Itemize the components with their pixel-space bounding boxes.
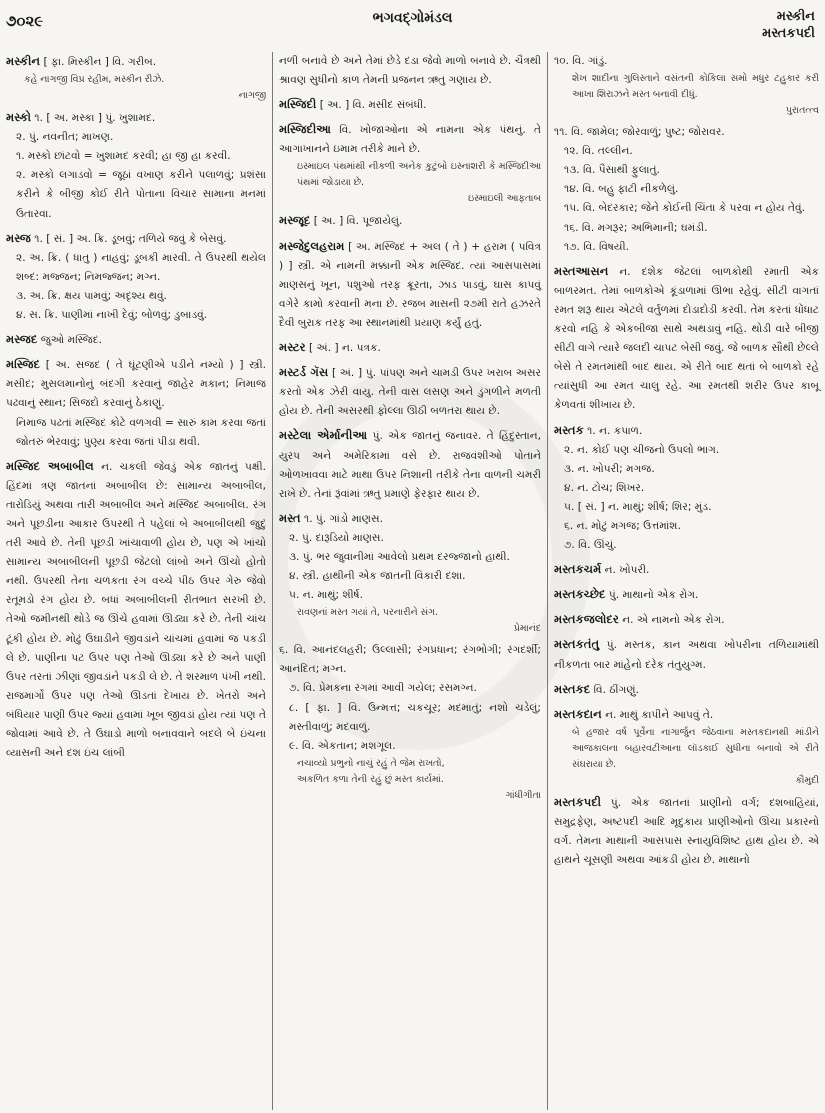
entry-text: ૧૪. વિ. બહુ ફાટી નીકળેલું. — [564, 183, 679, 196]
entry-text: [ અ. ] વિ. પૂજાયેલું. — [313, 215, 403, 228]
dictionary-entry — [6, 457, 266, 764]
entry-definition — [554, 610, 819, 630]
entry-text: ૭. વિ. પ્રેમકના રંગમાં આવી ગયેલ; રસમગ્ન. — [289, 682, 477, 695]
dictionary-entry — [279, 641, 541, 803]
entry-sense — [6, 128, 266, 147]
entry-text: [ અ. મસ્જિદ + અલ ( તે ) + હરામ ( પવિત્ર ) ] સ્ત્રી. એ નામની મક્કાની એક મસ્જિદ. ત્યાં આસપાસમાં માણસનું ખૂન, પશુઓ તરફ ક્રૂરતા, ઝાડ પાડવું, ઘાસ કાપવું વગેરે કામો કરવાની મના છે. રજબ માસની ૨૭મી રાતે હઝરતે દૈવી બુરાક તરફ આ સ્થાનમાંથી પ્રયાણ કર્યું હતું. — [279, 240, 542, 329]
entry-text: ૩. ન. ખોપરી; મગજ. — [564, 462, 655, 475]
entry-text: ૧૭. વિ. વિષયી. — [564, 240, 630, 253]
dictionary-entry — [279, 509, 541, 636]
entry-text: ૧. ન. કપાળ. — [587, 424, 643, 437]
dictionary-entry — [554, 52, 819, 118]
dictionary-entry — [279, 363, 541, 421]
entry-text: ૨. અ. ક્રિ. ( ધાતુ ) નાહવું; ડૂબકી મારવી. તે ઉપરથી થયેલ શબ્દ: મજ્જન; નિમજ્જન; મગ્ન. — [16, 251, 266, 283]
guide-word-first: મસ્કીન — [776, 9, 815, 24]
quotation-source: પુરાતત્ત્વ — [785, 105, 819, 117]
entry-definition — [6, 355, 266, 413]
entry-headword: મસ્તકચર્મ — [554, 562, 602, 577]
entry-headword: મસ્તકપદી — [554, 794, 602, 809]
guide-words — [762, 8, 815, 42]
entry-text: [ અં. ] ન. પત્રક. — [309, 342, 381, 355]
entry-text: પું. મસ્તક, કાન અથવા ખોપરીના તળિયામાંથી નીકળતા બાર માંહેનો દરેક તંતુયુગ્મ. — [554, 639, 820, 671]
entry-headword: મસ્ટેલા એર્માનીઆ — [279, 428, 368, 443]
entry-text: ૧૧. વિ. જામેલ; જોરવાળું; પુષ્ટ; જોરાવર. — [554, 126, 725, 139]
entry-quotation: અકળિત કળા તેની રહું છું મસ્ત કાર્યમાં. — [297, 773, 444, 785]
entry-text: ૧૫. વિ. બેદરકાર; જેને કોઈની ચિંતા કે પરવા ન હોય તેવું. — [564, 202, 805, 215]
dictionary-entry — [6, 330, 266, 350]
entry-definition — [554, 421, 819, 441]
entry-text: ૧. મસ્કો છાંટવો = ખુશામદ કરવી; હા જી હા કરવી. — [16, 150, 231, 163]
entry-text: ૭. વિ. ઊંચું. — [564, 539, 617, 552]
entry-headword: મસ્તકતંતુ — [554, 637, 600, 652]
entry-text: ૨. પું. દારૂડિયો માણસ. — [289, 531, 384, 544]
entry-headword: મસ્તકદાન — [554, 706, 602, 721]
dictionary-entry — [279, 338, 541, 358]
entry-text: ૧૩. વિ. પૈસાથી ફુલાતું. — [564, 164, 660, 177]
quotation-source: ઇસ્માઇલી આફતાબ — [467, 193, 541, 205]
entry-text: વિ. ઠીંગણું. — [593, 683, 639, 696]
entry-definition — [6, 52, 266, 72]
entry-headword: મસ્કો — [6, 110, 32, 125]
entry-quotation: કહે નાગજી વિપ્ર રહીમ, મસ્કીન રીઝે. — [24, 74, 165, 86]
entry-text: ૬. ન. મોટું મગજ; ઉત્તમાંશ. — [564, 519, 681, 532]
entry-text: ન. માથું કાપીને આપવું તે. — [605, 708, 714, 721]
entry-definition — [554, 560, 819, 580]
entry-text: ૯. વિ. એકતાન; મશગૂલ. — [289, 739, 396, 752]
entry-sense — [554, 161, 819, 180]
entry-text: ન. એ નામનો એક રોગ. — [622, 614, 725, 627]
entry-sense — [554, 498, 819, 517]
dictionary-entry — [554, 793, 819, 870]
entry-text: વિ. ખોજાઓના એ નામના એક પંથનું. તે આગાખાનને ઇમામ તરીકે માને છે. — [279, 124, 541, 156]
entry-definition — [279, 237, 541, 333]
entry-headword: મસ્તઆસન — [554, 263, 609, 278]
entry-text: ૨. મસ્કો લગાડવો = જૂઠાં વખાણ કરીને પલાળવું; પ્રશંસા કરીને કે બીજી કોઈ રીતે પોતાના વિચાર સામાના મનમાં ઉતારવા. — [16, 169, 266, 220]
entry-quotation: નચાવ્યો પ્રભુનો નાચું રહું તે જેમ રાખતો, — [297, 757, 445, 769]
entry-quotation: બે હજાર વર્ષ પૂર્વેના નાગાર્જુન જેઠવાના મસ્તકદાનથી માંડીને આજકાલના બહારવટીઆના લૉડકાઈ સુધીના બનાવો એ રીતે સંઘરાયા છે. — [572, 726, 819, 770]
dictionary-entry — [6, 108, 266, 224]
entry-sense — [279, 737, 541, 756]
column-middle — [272, 52, 547, 1110]
dictionary-entry — [279, 95, 541, 115]
entry-sense — [279, 679, 541, 698]
entry-definition — [554, 680, 819, 700]
quotation-source: કૌમુદી — [795, 774, 819, 786]
entry-definition — [6, 108, 266, 128]
entry-sense — [279, 529, 541, 548]
entry-sense — [554, 517, 819, 536]
dictionary-entry — [554, 560, 819, 580]
entry-text: ન. ચકલી જેવડું એક જાતનું પક્ષી. હિંદમાં ત્રણ જાતનાં અબાબીલ છે: સામાન્ય અબાબીલ, તારોડિયું અથવા તારી અબાબીલ અને મસ્જિદ અબાબીલ. રંગ અને પૂછડીના આકાર ઉપરથી તે પહેલાં બે અબાબીલથી જુદું તરી આવે છે. તેની પૂછડી ખાંચાવાળી હોય છે, પણ એ ખાંચો સામાન્ય અબાબીલની પૂછડી જેટલો લાંબો અને ઊંચો હોતો નથી. ઉપરથી તેના ચળકતા રંગ વચ્ચે પીઠ ઉપર ગેરુ જેવો રતૂમડો રંગ હોય છે. બધાં અબાબીલની રીતભાત સરખી છે. તેઓ જમીનથી થોડે જ ઊંચે હવામાં ઊડ્યા કરે છે. તેની ચાંચ ટૂંકી હોય છે. મોઢું ઉઘાડીને જીવડાંને ચાંચમાં હવામાં જ પકડી લે છે. પાણીના પટ ઉપર પણ તેઓ ઊડ્યા કરે છે અને પાણી ઉપર તરતાં ઝીણાં જીવડાંને પકડી લે છે. તે શરમાળ પંખી નથી. રાજમાર્ગો ઉપર પણ તેઓ ઊડતાં દેખાય છે. ખેતરો અને બંધિયાર પાણી ઉપર જ્યાં હવામાં ખૂબ જીવડાં હોય ત્યાં પણ તે જોવામાં આવે છે. તે ઉઘાડો માળો બનાવવાને બદલે બે ઇંચના વ્યાસની અને દશ ઇંચ લાંબી — [6, 460, 267, 760]
dictionary-entry — [554, 262, 819, 416]
entry-sense — [554, 536, 819, 555]
entry-definition — [279, 426, 541, 503]
entry-quotation: ઇસ્માઇલ પંથમાંથી નીકળી અનેક કુટુંબો ઇસ્નાશરી કે મસ્જિદીઆ પંથમાં જોડાયા છે. — [297, 161, 541, 189]
entry-sense — [6, 287, 266, 306]
entry-sense — [554, 219, 819, 238]
dictionary-entry — [279, 237, 541, 333]
entry-text: ૩. અ. ક્રિ. ક્ષય પામવું; અદૃશ્ય થવું. — [16, 289, 167, 302]
entry-text: પું. એક જાતનું જનાવર. તે હિંદુસ્તાન, યુરપ અને અમેરિકામાં વસે છે. રાજવંશીઓ પોતાને ઓળખાવવા માટે માથા ઉપર નિશાની તરીકે તેના વાળની ચમરી રાખે છે. તેનાં રૂંવાંમાં ઋતુ પ્રમાણે ફેરફાર થાય છે. — [279, 430, 541, 500]
entry-headword: મસ્જિદી — [279, 97, 317, 112]
entry-text: પું. એક જાતનાં પ્રાણીનો વર્ગ; દશબાહિયાં, સમુદ્રફેણ, અષ્ટપદી આદિ મૃદુકાય પ્રાણીઓનો ઊંચા પ્રકારનો વર્ગ. તેમના માથાની આસપાસ સ્નાયુવિશિષ્ટ હાથ હોય છે. એ હાથને ચૂસણી અથવા આંકડી હોય છે. માથાનો — [554, 796, 820, 867]
entry-definition — [554, 705, 819, 725]
entry-text: ૪. સ્ત્રી. હાથીની એક જાતની વિકારી દશા. — [289, 570, 466, 583]
entry-text: ૨. ન. કોઈ પણ ચીજનો ઉપલો ભાગ. — [564, 443, 720, 456]
dictionary-entry — [279, 120, 541, 206]
entry-text: નળી બનાવે છે અને તેમાં છેડે દડા જેવો માળો બનાવે છે. ચૈત્રથી શ્રાવણ સુધીનો કાળ તેમની પ્રજનન ઋતુ ગણાય છે. — [279, 55, 541, 87]
entry-text: [ અ. ] વિ. મસીદ સંબંધી. — [319, 99, 427, 112]
entry-text: ન. દશેક જેટલાં બાળકોથી રમાતી એક બાળરમત. તેમાં બાળકોએ કૂંડાળામાં ઊભા રહેવું. સીટી વાગતાં રમત શરૂ થાય એટલે વર્તુળમાં દોડાદોડી કરવી. તેમ કરતાં ધોંધાટ કરવો નહિ કે એકબીજા સાથે અથડાવું નહિ. થોડી વારે બીજી સીટી વાગે ત્યારે જલદી ચાપટ બેસી જવું. જે બાળક સૌથી છેલ્લે બેસે તે રમતમાંથી બાદ થાય. એ રીતે બાદ થતાં બે બાળકો રહે ત્યાંસુધી આ રમત ચાલુ રહે. આ રમતથી શરીર ઉપર કાબૂ કેળવતાં શીખાય છે. — [554, 265, 819, 412]
page-header — [0, 0, 825, 50]
entry-sense — [279, 586, 541, 605]
entry-text: જુઓ મસ્જિદ. — [40, 334, 103, 347]
entry-sense — [554, 180, 819, 199]
entry-text: [ અ. સજદ ( તે ઘૂંટણીએ પડીને નમ્યો ) ] સ્ત્રી. મસીદ; મુસલમાનોનું બંદગી કરવાનું જાહેર મકાન; નિમાજ પઢવાનું સ્થાન; સિજદો કરવાનું ઠેકાણું. — [6, 359, 266, 410]
entry-text: ૪. ન. ટોચ; શિખર. — [564, 481, 645, 494]
dictionary-entry — [279, 211, 541, 231]
entry-text: ૮. [ ફા. ] વિ. ઉન્મત્ત; ચકચૂર; મદમાતું; નશો ચડેલું; મસ્તીવાળું; મદવાળું. — [289, 701, 541, 733]
entry-definition — [554, 262, 819, 416]
entry-text: ૫. ન. માથું; શીર્ષ. — [289, 589, 363, 602]
entry-sense — [6, 306, 266, 325]
entry-text: ૩. પું. ભર જુવાનીમાં આવેલો પ્રથમ દરજ્જાનો હાથી. — [289, 550, 510, 563]
entry-headword: મસ્તકજલોદર — [554, 612, 619, 627]
entry-sense — [6, 166, 266, 223]
entry-definition — [279, 120, 541, 159]
entry-definition — [279, 211, 541, 231]
entry-definition — [554, 123, 819, 142]
text-columns — [0, 52, 825, 1110]
dictionary-entry — [554, 705, 819, 788]
entry-headword: મસ્ટર્ડ ગૅસ — [279, 365, 329, 380]
entry-text: [ ફા. મિસ્કીન ] વિ. ગરીબ. — [43, 56, 157, 68]
entry-definition — [554, 793, 819, 870]
entry-text: ૧૬. વિ. મગરૂર; અભિમાની; ઘમંડી. — [564, 221, 708, 234]
entry-definition — [279, 52, 541, 90]
entry-sense — [554, 441, 819, 460]
entry-headword: મસ્તકદ — [554, 681, 591, 696]
entry-headword: મસ્જ — [6, 230, 31, 245]
entry-text: ૧૦. વિ. ગાંડું. — [554, 55, 608, 67]
entry-text: ૧. [ સં. ] અ. ક્રિ. ડૂબવું; તળિયે જવું કે બેસવું. — [34, 232, 227, 245]
entry-sense — [279, 567, 541, 586]
entry-headword: મસ્જદ — [6, 332, 38, 347]
column-right — [547, 52, 825, 1110]
entry-definition — [6, 457, 266, 764]
entry-text: ૫. [ સં. ] ન. માથું; શીર્ષ; શિર; મુંડ. — [564, 500, 712, 513]
entry-definition — [6, 229, 266, 249]
entry-text: ૨. પું. નવનીત; માખણ. — [16, 131, 114, 144]
entry-definition — [279, 95, 541, 115]
entry-text: ૧૨. વિ. તલ્લીન. — [564, 145, 633, 158]
dictionary-entry — [279, 52, 541, 90]
dictionary-entry — [279, 426, 541, 503]
entry-sense — [6, 147, 266, 166]
entry-headword: મસ્જૂદ — [279, 213, 311, 228]
entry-sense — [6, 414, 266, 452]
entry-text: ૧. [ અ. મસ્કા ] પું. ખુશામદ. — [34, 112, 156, 125]
entry-definition — [6, 330, 266, 350]
dictionary-entry — [554, 123, 819, 257]
entry-text: પું. માથાનો એક રોગ. — [608, 589, 699, 602]
entry-sense — [554, 199, 819, 218]
entry-sense — [279, 548, 541, 567]
entry-definition — [279, 338, 541, 358]
dictionary-entry — [6, 229, 266, 325]
dictionary-entry — [554, 421, 819, 556]
entry-text: ૪. સ. ક્રિ. પાણીમાં નાખી દેવું; બોળવું; ડુબાડવું. — [16, 309, 208, 322]
entry-definition — [279, 509, 541, 529]
entry-sense — [554, 142, 819, 161]
dictionary-entry — [554, 680, 819, 700]
entry-sense — [554, 479, 819, 498]
dictionary-entry — [554, 635, 819, 674]
page-number: ૭૦૨૯ — [6, 12, 44, 30]
entry-sense — [6, 249, 266, 287]
dictionary-entry — [554, 585, 819, 605]
entry-definition — [554, 585, 819, 605]
entry-sense — [279, 699, 541, 737]
entry-quotation: રાવણનાં મસ્ત ગયાં તે, પરનારીને સંગ. — [297, 607, 438, 619]
entry-text: નિમાજ પઢતાં મસ્જિદ કોટે વળગવી = સારું કામ કરવા જતાં જોતરું ભેરવાવું; પુણ્ય કરવા જતાં પીડા થવી. — [16, 416, 266, 448]
entry-text: ન. ખોપરી. — [604, 564, 650, 577]
quotation-source: પ્રેમાનંદ — [513, 623, 541, 635]
dictionary-entry — [554, 610, 819, 630]
entry-headword: મસ્ટર — [279, 340, 306, 355]
dictionary-entry — [6, 355, 266, 451]
entry-text: [ અં. ] પું. પાંપણ અને ચામડી ઉપર ખરાબ અસર કરતો એક ઝેરી વાયુ. તેની વાસ લસણ અને ડુંગળીને મળતી હોય છે. તેની અસરથી ફોલ્લા ઊઠી બળતરા થાય છે. — [279, 367, 542, 418]
dictionary-entry — [6, 52, 266, 103]
column-left — [0, 52, 272, 1110]
entry-definition — [554, 52, 819, 71]
quotation-source: ગાંધીગીતા — [505, 789, 541, 801]
running-title: ભગવદ્ગોમંડલ — [372, 10, 453, 26]
entry-headword: મસ્જેદુલહરામ — [279, 238, 345, 253]
quotation-source: નાગજી — [238, 90, 266, 102]
entry-headword: મસ્તક — [554, 422, 584, 437]
entry-headword: મસ્જિદ અબાબીલ — [6, 458, 94, 473]
guide-word-last: મસ્તકપદી — [762, 26, 815, 41]
entry-headword: મસ્જિદીઆ — [279, 122, 332, 137]
entry-sense — [554, 238, 819, 257]
entry-definition — [279, 363, 541, 421]
entry-headword: મસ્જિદ — [6, 357, 40, 372]
entry-quotation: શેખ શાદીના ગુલિસ્તાને વસંતની કોકિલા સમો મધુર ટહુકાર કરી આખા શિરાઝને મસ્ત બનાવી દીધું. — [572, 73, 819, 101]
entry-definition — [554, 635, 819, 674]
entry-text: ૬. વિ. આનંદલહરી; ઉલ્લાસી; રંગપ્રધાન; રંગભોગી; રંગદર્શી; આનંદિત; મગ્ન. — [279, 644, 541, 676]
entry-headword: મસ્તકચ્છેદ — [554, 587, 606, 602]
entry-text: ૧. પું. ગાંડો માણસ. — [304, 512, 383, 525]
entry-sense — [554, 460, 819, 479]
entry-headword: મસ્કીન — [6, 54, 41, 68]
entry-definition — [279, 641, 541, 679]
entry-headword: મસ્ત — [279, 510, 301, 525]
